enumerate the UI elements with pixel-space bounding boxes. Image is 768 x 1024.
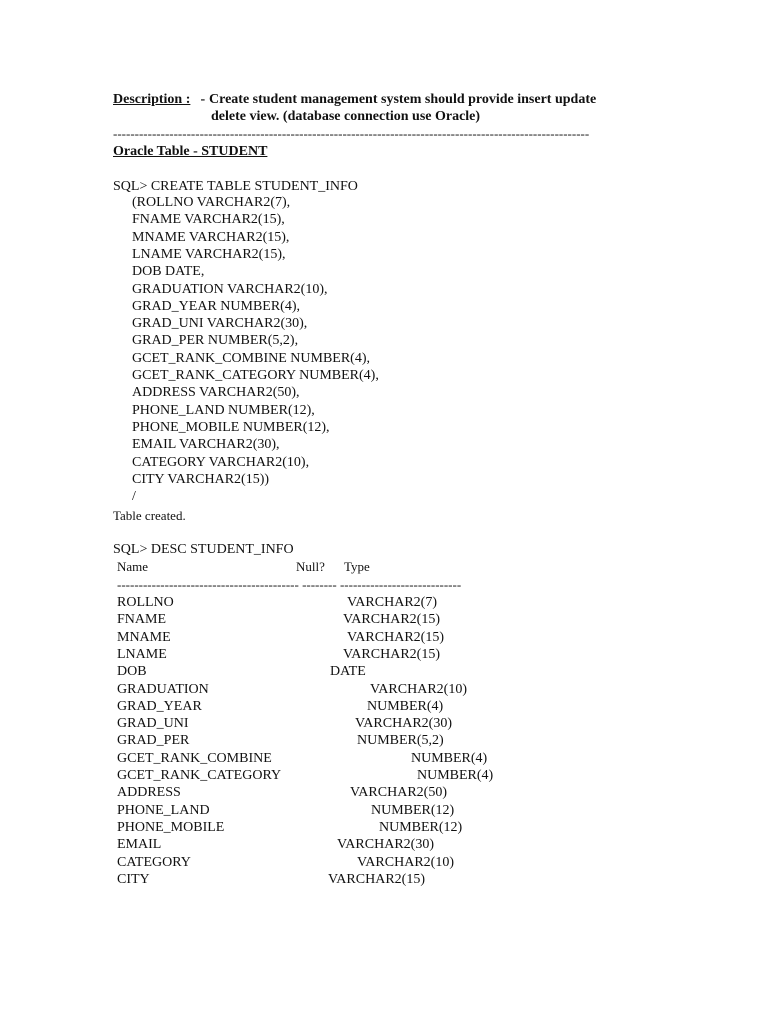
column-type: NUMBER(4) xyxy=(367,698,444,714)
create-column-line: GCET_RANK_COMBINE NUMBER(4), xyxy=(132,350,370,366)
column-type: DATE xyxy=(330,664,366,680)
column-type: NUMBER(12) xyxy=(371,802,455,818)
desc-header-name: Name xyxy=(117,559,149,574)
column-name: CITY xyxy=(117,871,150,887)
column-type: NUMBER(4) xyxy=(411,750,488,766)
column-type: VARCHAR2(15) xyxy=(347,629,444,645)
create-column-line: GRAD_UNI VARCHAR2(30), xyxy=(132,316,308,332)
create-column-line: (ROLLNO VARCHAR2(7), xyxy=(132,195,291,210)
create-column-line: EMAIL VARCHAR2(30), xyxy=(132,437,280,453)
create-column-line: GRADUATION VARCHAR2(10), xyxy=(132,281,328,297)
column-type: VARCHAR2(7) xyxy=(347,595,437,610)
description-separator: - xyxy=(197,92,209,107)
column-type: VARCHAR2(15) xyxy=(343,646,440,662)
desc-header-rule: ------------------------------------------ -------- ---------------------------- xyxy=(117,577,462,592)
column-name: GRAD_YEAR xyxy=(117,698,202,714)
description-line-1: Create student management system should provide insert update xyxy=(209,92,597,107)
column-name: MNAME xyxy=(117,629,171,645)
column-name: CATEGORY xyxy=(117,854,191,870)
create-result: Table created. xyxy=(113,508,186,523)
create-column-line: LNAME VARCHAR2(15), xyxy=(132,246,286,262)
column-name: LNAME xyxy=(117,646,167,662)
create-column-line: PHONE_MOBILE NUMBER(12), xyxy=(132,419,330,435)
table-heading: Oracle Table - STUDENT xyxy=(113,144,268,159)
column-type: VARCHAR2(30) xyxy=(337,837,434,853)
column-type: VARCHAR2(50) xyxy=(350,785,447,801)
column-type: NUMBER(4) xyxy=(417,768,494,783)
column-type: NUMBER(12) xyxy=(379,819,463,835)
create-column-line: / xyxy=(132,489,136,505)
create-column-line: DOB DATE, xyxy=(132,264,205,280)
create-column-line: ADDRESS VARCHAR2(50), xyxy=(132,385,300,401)
create-column-line: FNAME VARCHAR2(15), xyxy=(132,212,285,228)
column-name: GCET_RANK_CATEGORY xyxy=(117,768,282,783)
column-name: ROLLNO xyxy=(117,595,174,610)
column-type: VARCHAR2(15) xyxy=(343,612,440,628)
desc-header-type: Type xyxy=(344,559,370,574)
desc-command: SQL> DESC STUDENT_INFO xyxy=(113,542,294,557)
section-divider: -------------------------------------------------------------------------------------------------------------- xyxy=(113,126,590,141)
column-name: PHONE_MOBILE xyxy=(117,819,225,835)
column-type: VARCHAR2(30) xyxy=(355,716,452,732)
column-type: VARCHAR2(10) xyxy=(370,681,467,697)
create-column-line: CATEGORY VARCHAR2(10), xyxy=(132,454,310,470)
column-name: GCET_RANK_COMBINE xyxy=(117,750,272,766)
desc-header-null: Null? xyxy=(296,559,325,574)
create-column-line: GRAD_PER NUMBER(5,2), xyxy=(132,333,299,349)
description-line-2: delete view. (database connection use Oracle) xyxy=(211,109,481,124)
column-name: DOB xyxy=(117,664,147,680)
column-name: GRAD_UNI xyxy=(117,716,189,732)
create-column-line: CITY VARCHAR2(15)) xyxy=(132,471,270,487)
create-column-line: MNAME VARCHAR2(15), xyxy=(132,229,290,245)
create-command: SQL> CREATE TABLE STUDENT_INFO xyxy=(113,179,358,194)
column-name: ADDRESS xyxy=(117,785,181,801)
column-type: VARCHAR2(10) xyxy=(357,854,454,870)
column-name: EMAIL xyxy=(117,837,162,853)
create-column-line: GCET_RANK_CATEGORY NUMBER(4), xyxy=(132,368,379,383)
create-column-line: GRAD_YEAR NUMBER(4), xyxy=(132,298,300,314)
description-label: Description : xyxy=(113,92,191,107)
column-type: NUMBER(5,2) xyxy=(357,733,444,749)
column-type: VARCHAR2(15) xyxy=(328,871,425,887)
column-name: GRADUATION xyxy=(117,681,209,697)
create-column-line: PHONE_LAND NUMBER(12), xyxy=(132,402,315,418)
column-name: PHONE_LAND xyxy=(117,802,210,818)
column-name: FNAME xyxy=(117,612,167,628)
column-name: GRAD_PER xyxy=(117,733,190,749)
